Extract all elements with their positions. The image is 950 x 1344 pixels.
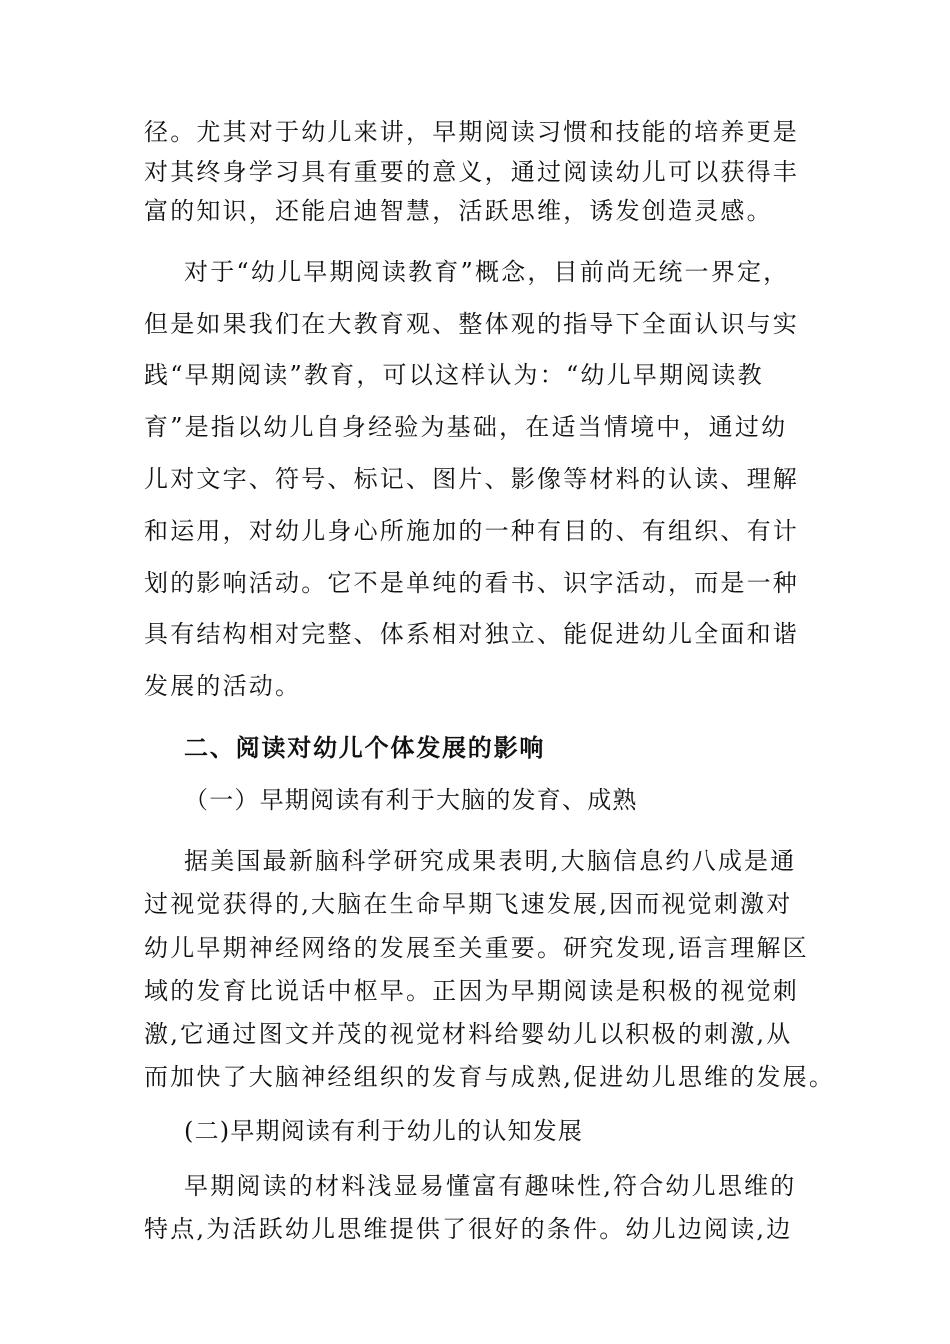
- paragraph-line: 激,它通过图文并茂的视觉材料给婴幼儿以积极的刺激,从: [144, 1020, 793, 1048]
- paragraph-line: 特点,为活跃幼儿思维提供了很好的条件。幼儿边阅读,边: [144, 1215, 793, 1243]
- paragraph-line: 过视觉获得的,大脑在生命早期飞速发展,因而视觉刺激对: [144, 890, 793, 918]
- paragraph-line: 早期阅读的材料浅显易懂富有趣味性,符合幼儿思维的: [184, 1172, 797, 1200]
- paragraph-line: 域的发育比说话中枢早。正因为早期阅读是积极的视觉刺: [144, 977, 799, 1005]
- paragraph-line: 对其终身学习具有重要的意义，通过阅读幼儿可以获得丰: [144, 158, 799, 186]
- paragraph-line: 和运用，对幼儿身心所施加的一种有目的、有组织、有计: [144, 517, 799, 545]
- paragraph-line: 径。尤其对于幼儿来讲，早期阅读习惯和技能的培养更是: [144, 118, 799, 146]
- paragraph-line: 践“早期阅读”教育，可以这样认为：“幼儿早期阅读教: [144, 361, 764, 389]
- paragraph-line: 具有结构相对完整、体系相对独立、能促进幼儿全面和谐: [144, 620, 799, 648]
- paragraph-line: 幼儿早期神经网络的发展至关重要。研究发现,语言理解区: [144, 934, 809, 962]
- section-heading: 二、阅读对幼儿个体发展的影响: [184, 734, 546, 762]
- paragraph-line: 据美国最新脑科学研究成果表明,大脑信息约八成是通: [184, 847, 797, 875]
- paragraph-line: 育”是指以幼儿自身经验为基础，在适当情境中，通过幼: [144, 413, 788, 441]
- paragraph-line: 发展的活动。: [144, 672, 302, 700]
- subsection-heading: （一）早期阅读有利于大脑的发育、成熟: [184, 786, 638, 814]
- paragraph-line: 而加快了大脑神经组织的发育与成熟,促进幼儿思维的发展。: [144, 1063, 836, 1091]
- paragraph-line: 但是如果我们在大教育观、整体观的指导下全面认识与实: [144, 310, 799, 338]
- paragraph-line: 富的知识，还能启迪智慧，活跃思维，诱发创造灵感。: [144, 197, 773, 225]
- paragraph-line: 对于“幼儿早期阅读教育”概念，目前尚无统一界定，: [184, 258, 790, 286]
- subsection-heading: (二)早期阅读有利于幼儿的认知发展: [184, 1117, 584, 1145]
- paragraph-line: 儿对文字、符号、标记、图片、影像等材料的认读、理解: [144, 465, 799, 493]
- paragraph-line: 划的影响活动。它不是单纯的看书、识字活动，而是一种: [144, 569, 799, 597]
